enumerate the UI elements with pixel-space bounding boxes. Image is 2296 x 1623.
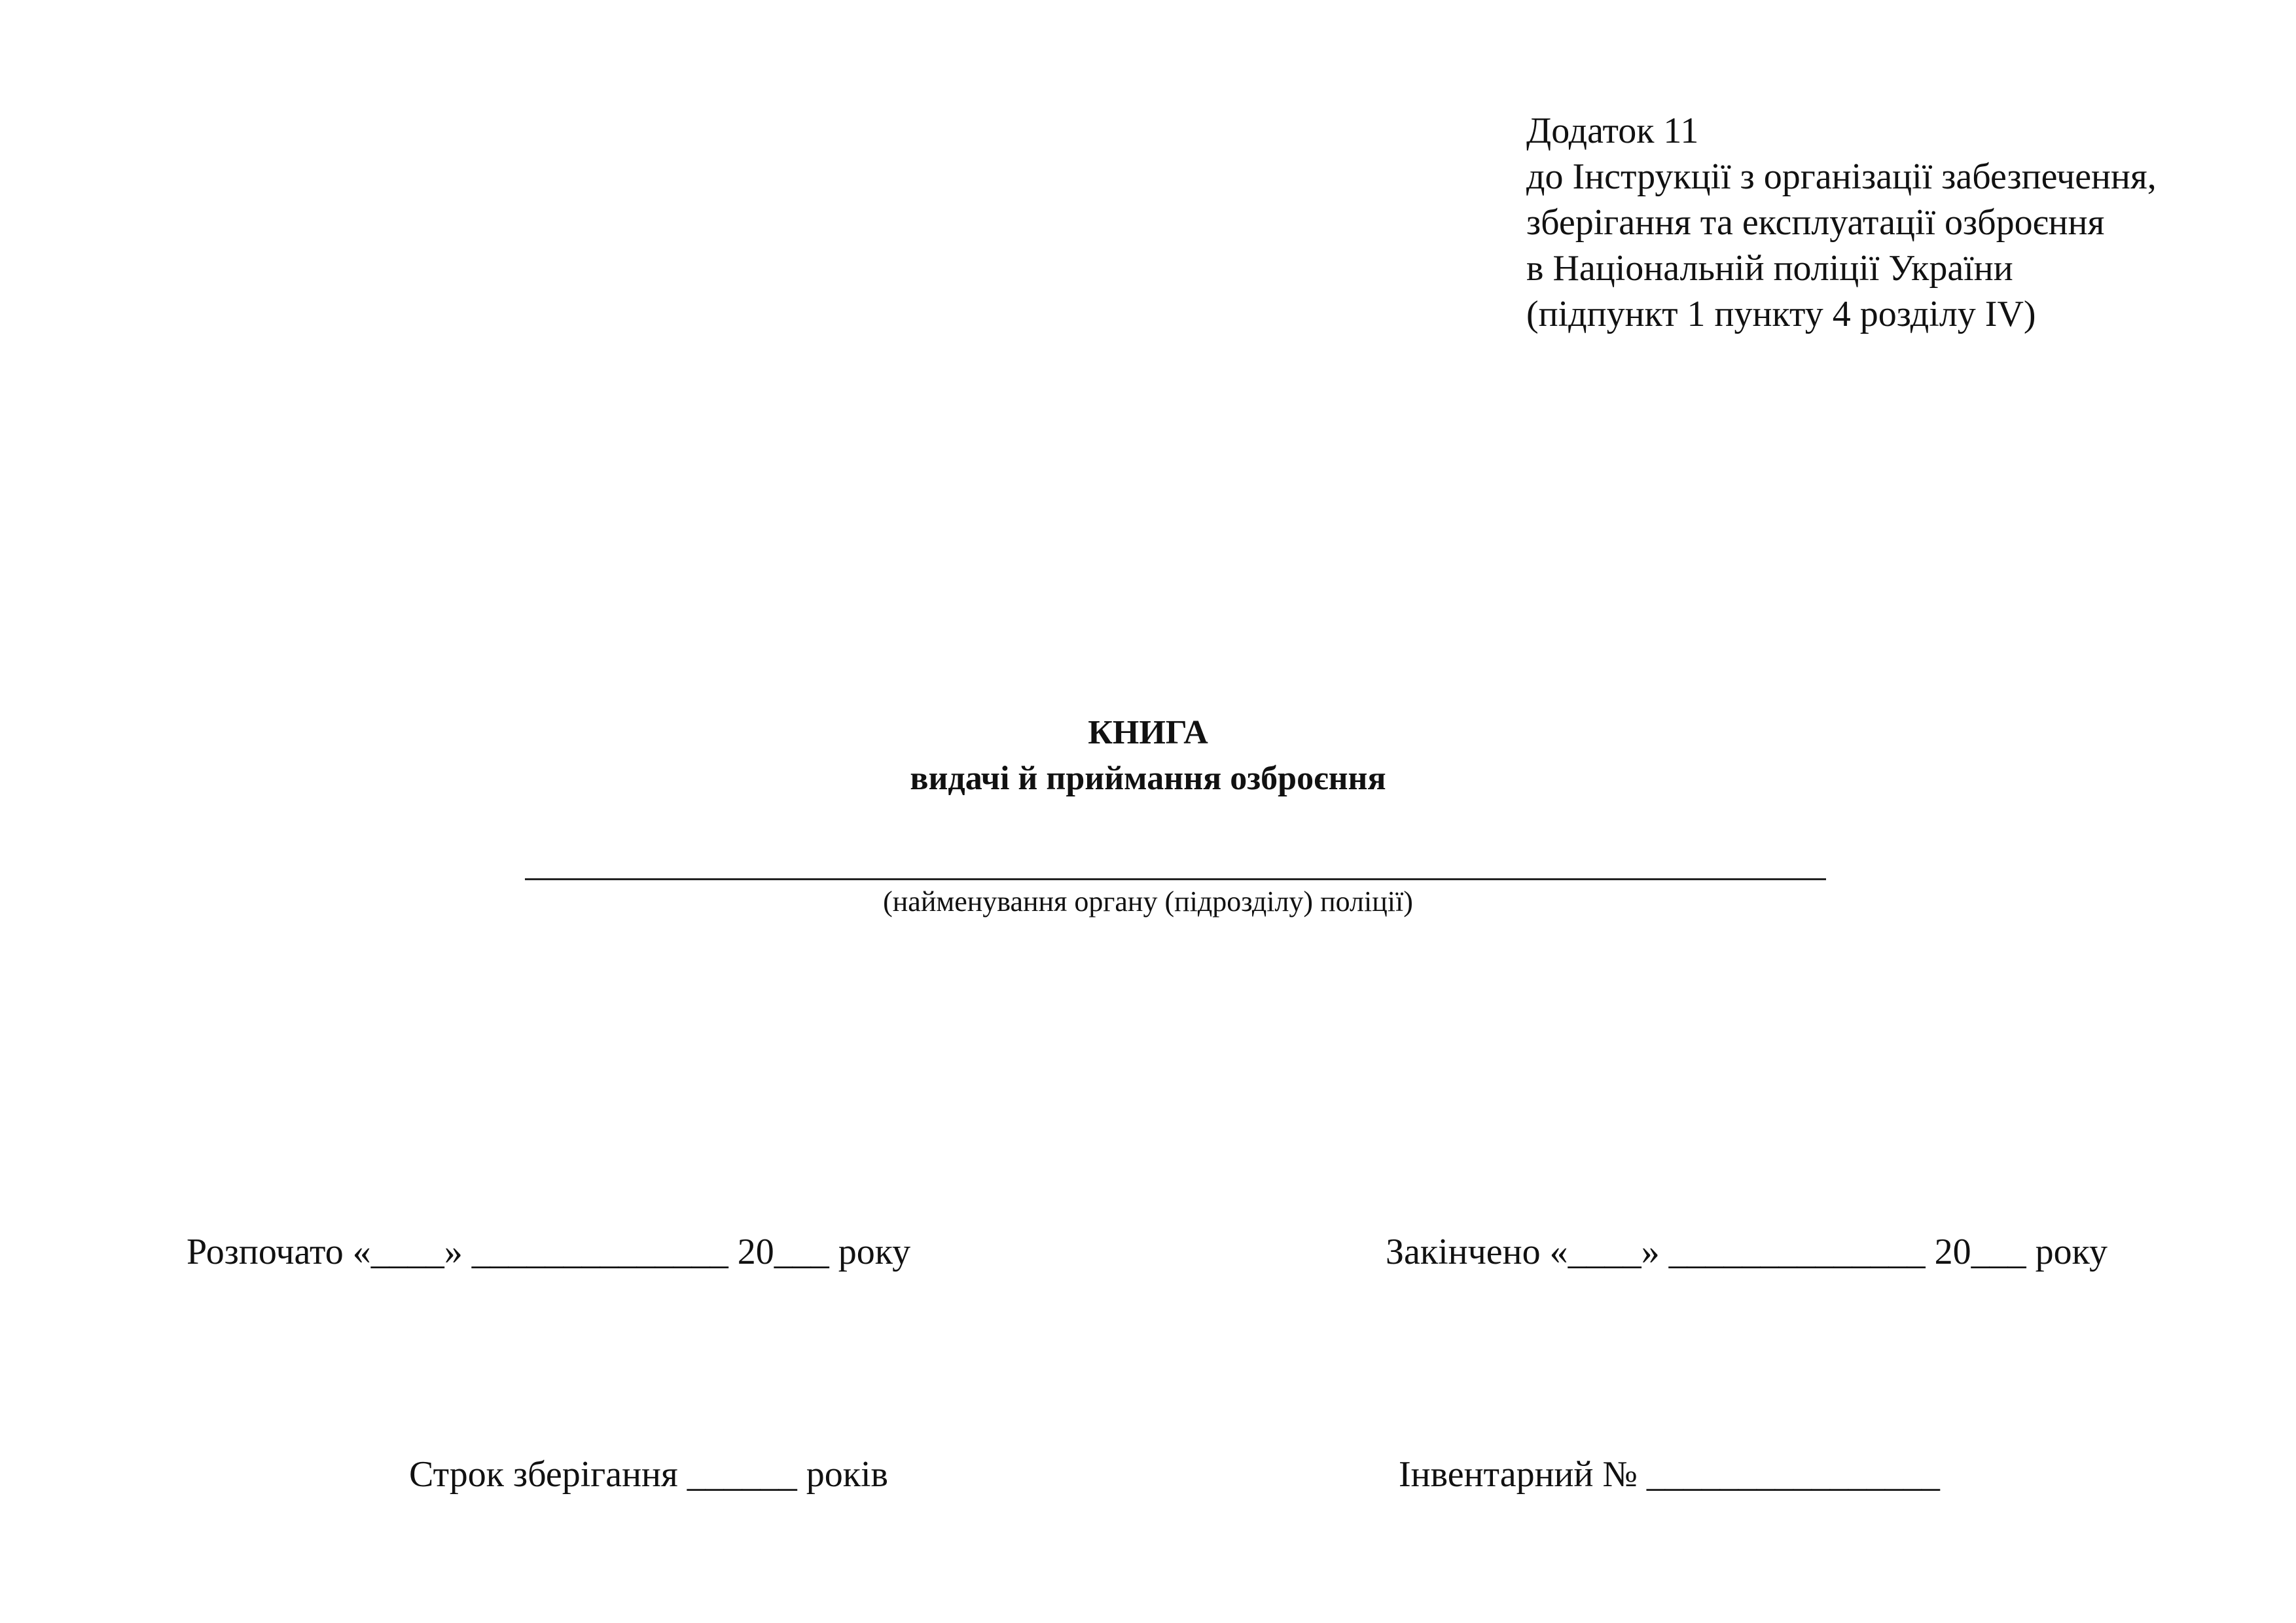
finished-date-field[interactable]: Закінчено «____» ______________ 20___ року	[1386, 1232, 2108, 1272]
organization-caption: (найменування органу (підрозділу) поліції)	[883, 885, 1413, 918]
document-title	[0, 710, 2296, 802]
retention-period-field[interactable]: Строк зберігання ______ років	[409, 1454, 888, 1495]
title-subtitle: видачі й приймання озброєння	[910, 760, 1386, 797]
appendix-line: до Інструкції з організації забезпечення,	[1526, 156, 2157, 197]
appendix-line: Додаток 11	[1526, 111, 1699, 151]
appendix-note	[1526, 108, 2157, 337]
appendix-line: (підпункт 1 пункту 4 розділу IV)	[1526, 294, 2036, 334]
appendix-line: в Національній поліції України	[1526, 248, 2013, 289]
inventory-number-field[interactable]: Інвентарний № ________________	[1399, 1454, 1940, 1495]
organization-name-line[interactable]	[525, 878, 1826, 880]
started-date-field[interactable]: Розпочато «____» ______________ 20___ року	[187, 1232, 911, 1272]
appendix-line: зберігання та експлуатації озброєння	[1526, 202, 2105, 243]
title-main: КНИГА	[1088, 714, 1208, 751]
